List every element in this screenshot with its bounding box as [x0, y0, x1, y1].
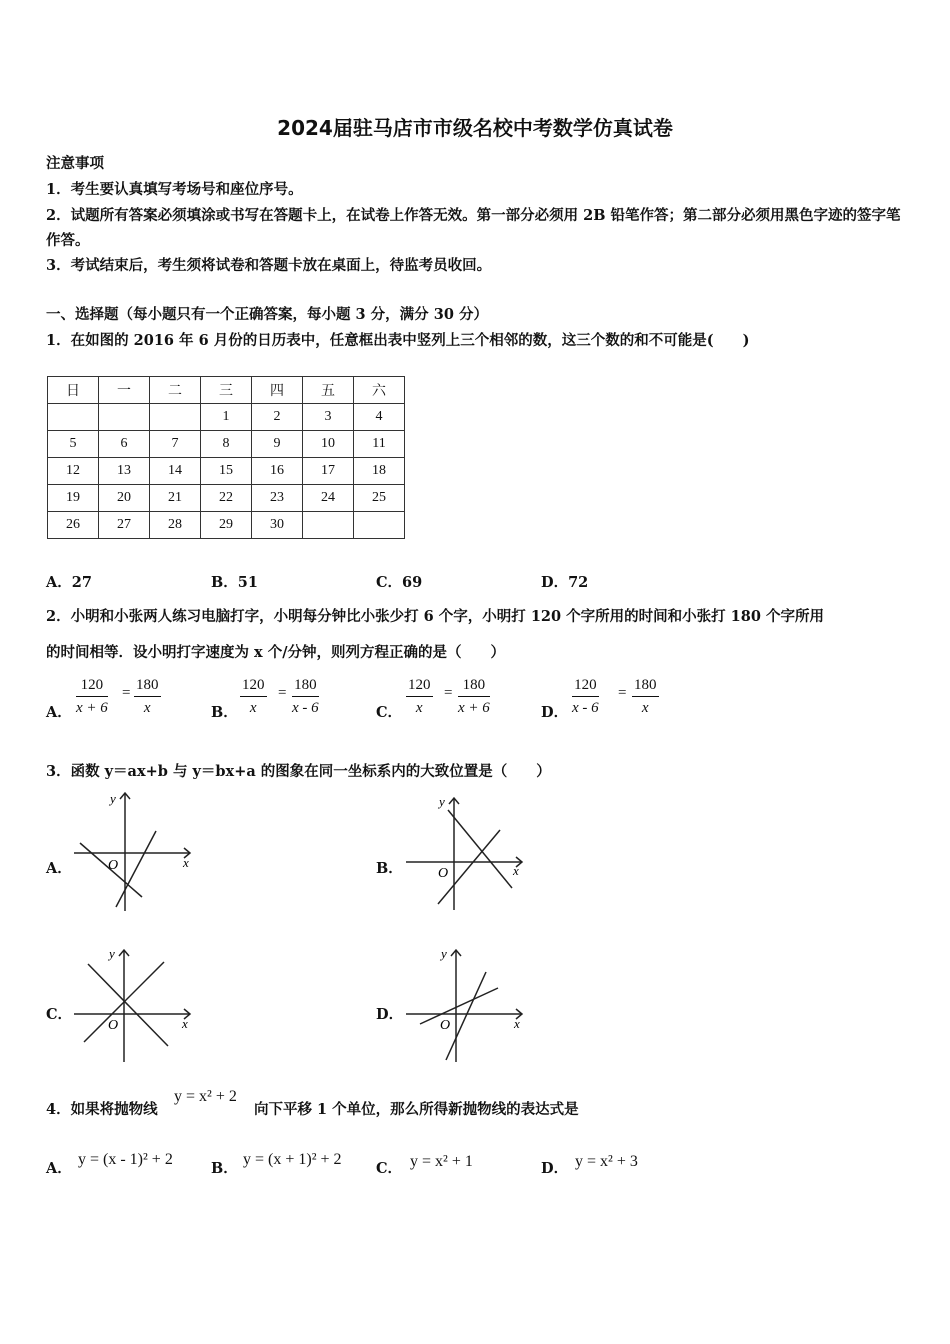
q4-option-label: A． [46, 1160, 72, 1177]
calendar-header-cell: 三 [201, 377, 252, 404]
calendar-cell: 29 [201, 512, 252, 539]
q4-option-expr: y = x² + 3 [575, 1153, 638, 1170]
x-label: x [182, 1016, 188, 1031]
q4-option-label: D． [541, 1160, 569, 1177]
calendar-row [48, 431, 405, 458]
q2-option-label: C． [376, 704, 403, 721]
calendar-cell: 28 [150, 512, 201, 539]
calendar-header-cell: 一 [99, 377, 150, 404]
q1-text: 1．在如图的 2016 年 6 月份的日历表中，任意框出表中竖列上三个相邻的数，这三个数的和不可能是( ) [46, 332, 750, 349]
calendar-cell: 3 [303, 404, 354, 431]
equals-sign: = [122, 685, 131, 701]
q4-expression: y = x² + 2 [174, 1088, 237, 1105]
q3-graph-a[interactable] [70, 785, 198, 915]
q3-graph-c[interactable] [70, 942, 198, 1066]
calendar-header-cell: 日 [48, 377, 99, 404]
calendar-cell: 23 [252, 485, 303, 512]
calendar-table [47, 376, 405, 539]
fraction [240, 674, 267, 719]
denominator: x - 6 [572, 700, 599, 716]
q2-option-label: B． [211, 704, 238, 721]
calendar-cell: 13 [99, 458, 150, 485]
calendar-cell [354, 512, 405, 539]
y-label: y [110, 791, 116, 806]
calendar-cell: 5 [48, 431, 99, 458]
fraction [632, 674, 659, 719]
q4-option-label: B． [211, 1160, 238, 1177]
q4-option-label: C． [376, 1160, 403, 1177]
denominator: x [143, 700, 151, 716]
calendar-cell: 12 [48, 458, 99, 485]
calendar-cell [150, 404, 201, 431]
notice-heading: 注意事项 [46, 155, 104, 172]
line-1 [420, 988, 498, 1024]
numerator: 120 [572, 674, 599, 697]
calendar-cell: 2 [252, 404, 303, 431]
x-label: x [513, 863, 519, 878]
q1-option-c[interactable]: C．69 [376, 574, 423, 591]
calendar-cell [99, 404, 150, 431]
calendar-cell: 24 [303, 485, 354, 512]
line-1 [448, 810, 512, 888]
denominator: x [415, 700, 423, 716]
numerator: 180 [134, 674, 161, 697]
numerator: 120 [76, 674, 108, 697]
calendar-cell: 7 [150, 431, 201, 458]
calendar-row [48, 485, 405, 512]
origin-label: O [438, 866, 449, 881]
calendar-cell: 26 [48, 512, 99, 539]
q3-text: 3．函数 y＝ax+b 与 y＝bx+a 的图象在同一坐标系内的大致位置是（ ） [46, 763, 551, 780]
origin-label: O [108, 858, 119, 873]
q4-text-after: 向下平移 1 个单位，那么所得新抛物线的表达式是 [254, 1101, 579, 1118]
calendar-header-cell: 二 [150, 377, 201, 404]
calendar-cell: 16 [252, 458, 303, 485]
numerator: 120 [240, 674, 267, 697]
q3-option-b-label[interactable]: B． [376, 860, 403, 877]
y-label: y [439, 794, 445, 809]
denominator: x + 6 [76, 700, 108, 716]
q1-option-d[interactable]: D．72 [541, 574, 589, 591]
equals-sign: = [618, 685, 627, 701]
denominator: x + 6 [458, 700, 490, 716]
fraction [76, 674, 108, 719]
y-label: y [441, 946, 447, 961]
q4-option-expr: y = (x + 1)² + 2 [243, 1151, 342, 1168]
calendar-header-row [48, 377, 405, 404]
calendar-cell: 1 [201, 404, 252, 431]
calendar-row [48, 512, 405, 539]
calendar-cell: 15 [201, 458, 252, 485]
notice-item-2: 2．试题所有答案必须填涂或书写在答题卡上，在试卷上作答无效。第一部分必须用 2B 铅笔作答；第二部分必须用黑色字迹的签字笔作答。 [46, 207, 901, 249]
calendar-cell: 11 [354, 431, 405, 458]
calendar-cell: 18 [354, 458, 405, 485]
numerator: 180 [292, 674, 319, 697]
origin-label: O [440, 1018, 451, 1033]
calendar-row [48, 404, 405, 431]
fraction [572, 674, 599, 719]
numerator: 180 [632, 674, 659, 697]
q4-option-expr: y = x² + 1 [410, 1153, 473, 1170]
section-heading: 一、选择题（每小题只有一个正确答案，每小题 3 分，满分 30 分） [46, 306, 488, 323]
fraction [406, 674, 433, 719]
q2-text-line1: 2．小明和小张两人练习电脑打字，小明每分钟比小张少打 6 个字，小明打 120 个字所用的时间和小张打 180 个字所用 [46, 608, 824, 625]
q3-graph-d[interactable] [402, 942, 530, 1066]
denominator: x [249, 700, 257, 716]
x-label: x [183, 855, 189, 870]
q3-option-c-label[interactable]: C． [46, 1006, 73, 1023]
calendar-cell: 8 [201, 431, 252, 458]
q3-option-d-label[interactable]: D． [376, 1006, 404, 1023]
calendar-cell: 19 [48, 485, 99, 512]
q2-option-label: A． [46, 704, 72, 721]
calendar-cell: 27 [99, 512, 150, 539]
fraction [292, 674, 319, 719]
calendar-cell: 9 [252, 431, 303, 458]
notice-item-3: 3．考试结束后，考生须将试卷和答题卡放在桌面上，待监考员收回。 [46, 257, 492, 274]
numerator: 120 [406, 674, 433, 697]
equals-sign: = [278, 685, 287, 701]
calendar-cell: 22 [201, 485, 252, 512]
calendar-header-cell: 四 [252, 377, 303, 404]
q4-text-before: 4．如果将抛物线 [46, 1101, 158, 1118]
calendar-cell: 4 [354, 404, 405, 431]
y-label: y [109, 946, 115, 961]
q1-option-a[interactable]: A．27 [46, 574, 92, 591]
calendar-row [48, 458, 405, 485]
q4-option-expr: y = (x - 1)² + 2 [78, 1151, 173, 1168]
fraction [458, 674, 490, 719]
calendar-cell [303, 512, 354, 539]
line-2 [446, 972, 486, 1060]
line-2 [88, 964, 168, 1046]
calendar-cell: 30 [252, 512, 303, 539]
calendar-cell: 17 [303, 458, 354, 485]
origin-label: O [108, 1018, 119, 1033]
calendar-header-cell: 六 [354, 377, 405, 404]
calendar-cell: 21 [150, 485, 201, 512]
calendar-cell: 6 [99, 431, 150, 458]
notice-item-1: 1．考生要认真填写考场号和座位序号。 [46, 181, 303, 198]
calendar-cell: 14 [150, 458, 201, 485]
page-title: 2024届驻马店市市级名校中考数学仿真试卷 [277, 116, 673, 140]
denominator: x - 6 [292, 700, 319, 716]
denominator: x [641, 700, 649, 716]
calendar-cell: 20 [99, 485, 150, 512]
q1-option-b[interactable]: B．51 [211, 574, 258, 591]
calendar-cell: 10 [303, 431, 354, 458]
x-label: x [514, 1016, 520, 1031]
numerator: 180 [458, 674, 490, 697]
line-2 [116, 831, 156, 907]
calendar-cell: 25 [354, 485, 405, 512]
q3-graph-b[interactable] [402, 790, 530, 915]
q2-option-label: D． [541, 704, 569, 721]
q2-text-line2: 的时间相等．设小明打字速度为 x 个/分钟，则列方程正确的是（ ） [46, 644, 506, 661]
calendar-header-cell: 五 [303, 377, 354, 404]
equals-sign: = [444, 685, 453, 701]
q3-option-a-label[interactable]: A． [46, 860, 72, 877]
fraction [134, 674, 161, 719]
calendar-cell [48, 404, 99, 431]
